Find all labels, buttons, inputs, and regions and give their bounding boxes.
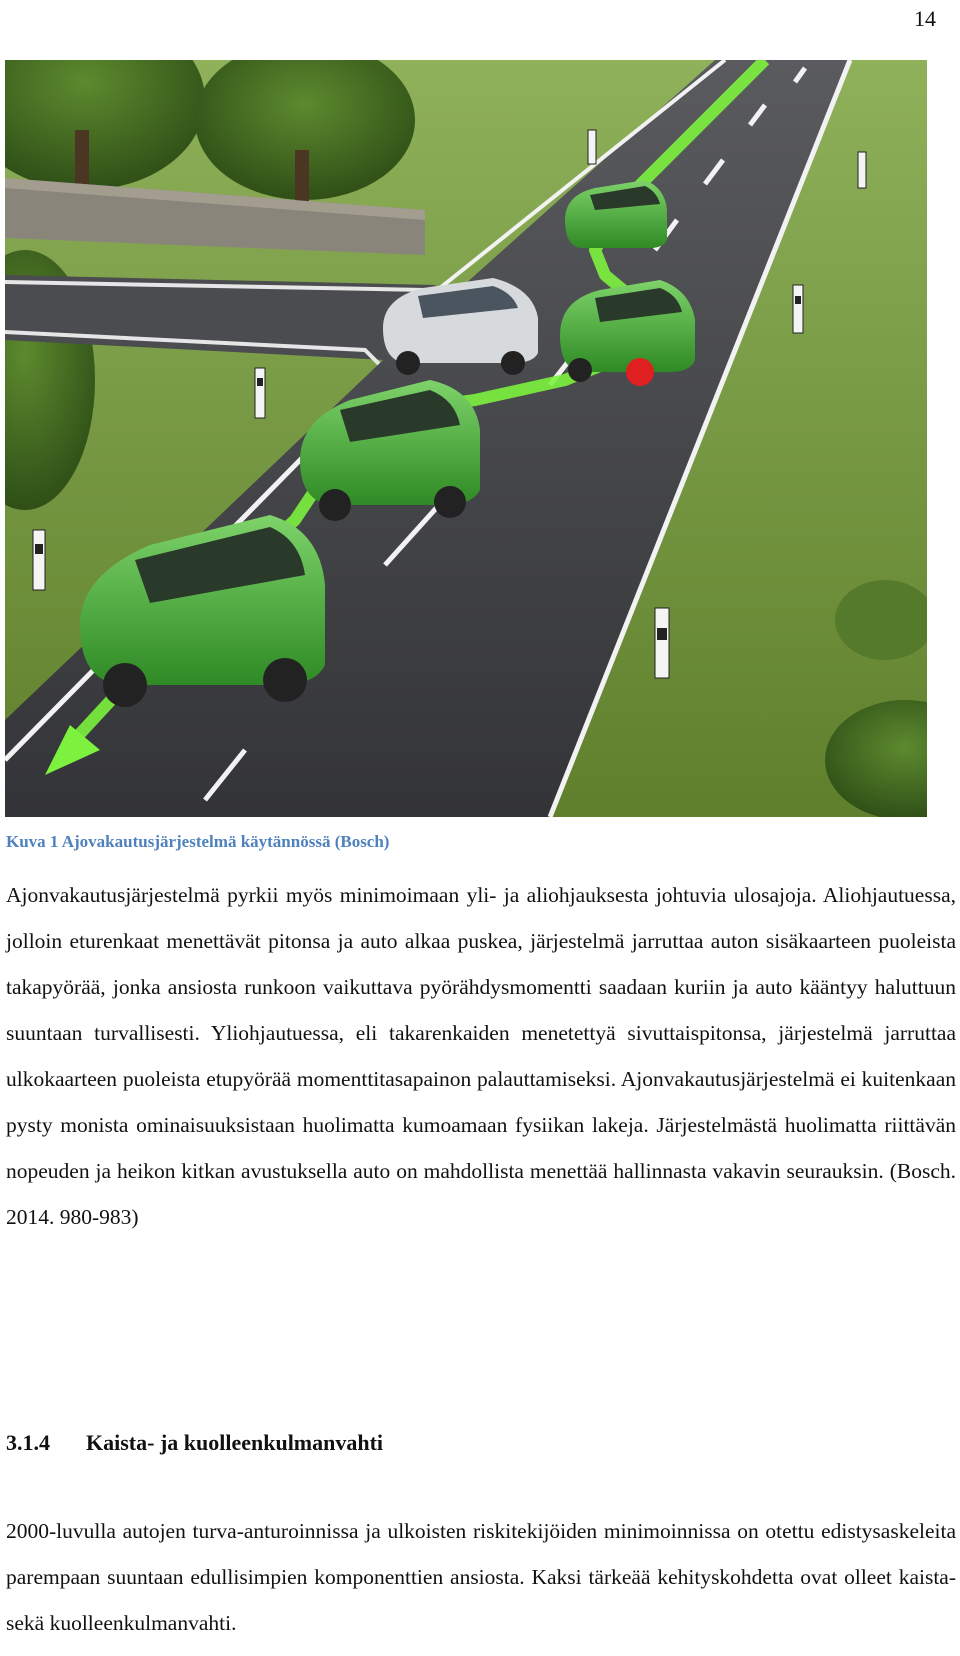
section-title: Kaista- ja kuolleenkulmanvahti: [86, 1430, 384, 1455]
section-number: 3.1.4: [6, 1430, 50, 1455]
page-number: 14: [914, 6, 936, 31]
road-scene-image: [5, 60, 927, 817]
figure-caption: Kuva 1 Ajovakautusjärjestelmä käytännössä (Bosch): [6, 832, 390, 851]
section-heading: [6, 1430, 383, 1456]
paragraph-lane-assist: 2000-luvulla autojen turva-anturoinnissa ja ulkoisten riskitekijöiden minimoinnissa on otettu edistysaskeleita parempaan suuntaan edullisimpien komponenttien ansiosta. Kaksi tärkeää kehityskohdetta ovat olleet kaista- sekä kuolleenkulmanvahti.: [6, 1519, 956, 1635]
esp-illustration: [5, 60, 927, 817]
paragraph-esp: Ajonvakautusjärjestelmä pyrkii myös minimoimaan yli- ja aliohjauksesta johtuvia ulosajoja. Aliohjautuessa, jolloin eturenkaat menettävät pitonsa ja auto alkaa puskea, järjestelmä jarruttaa auton sisäkaarteen puoleista takapyörää, jonka ansiosta runkoon vaikuttava pyörähdysmomentti saadaan kuriin ja auto kääntyy haluttuun suuntaan turvallisesti. Yliohjautuessa, eli takarenkaiden menetettyä sivuttaispitonsa, järjestelmä jarruttaa ulkokaarteen puoleista etupyörää momenttitasapainon palauttamiseksi. Ajonvakautusjärjestelmä ei kuitenkaan pysty monista ominaisuuksistaan huolimatta kumoamaan fysiikan lakeja. Järjestelmästä huolimatta riittävän nopeuden ja heikon kitkan avustuksella auto on mahdollista menettää hallinnasta vakavin seurauksin. (Bosch. 2014. 980-983): [6, 883, 956, 1229]
